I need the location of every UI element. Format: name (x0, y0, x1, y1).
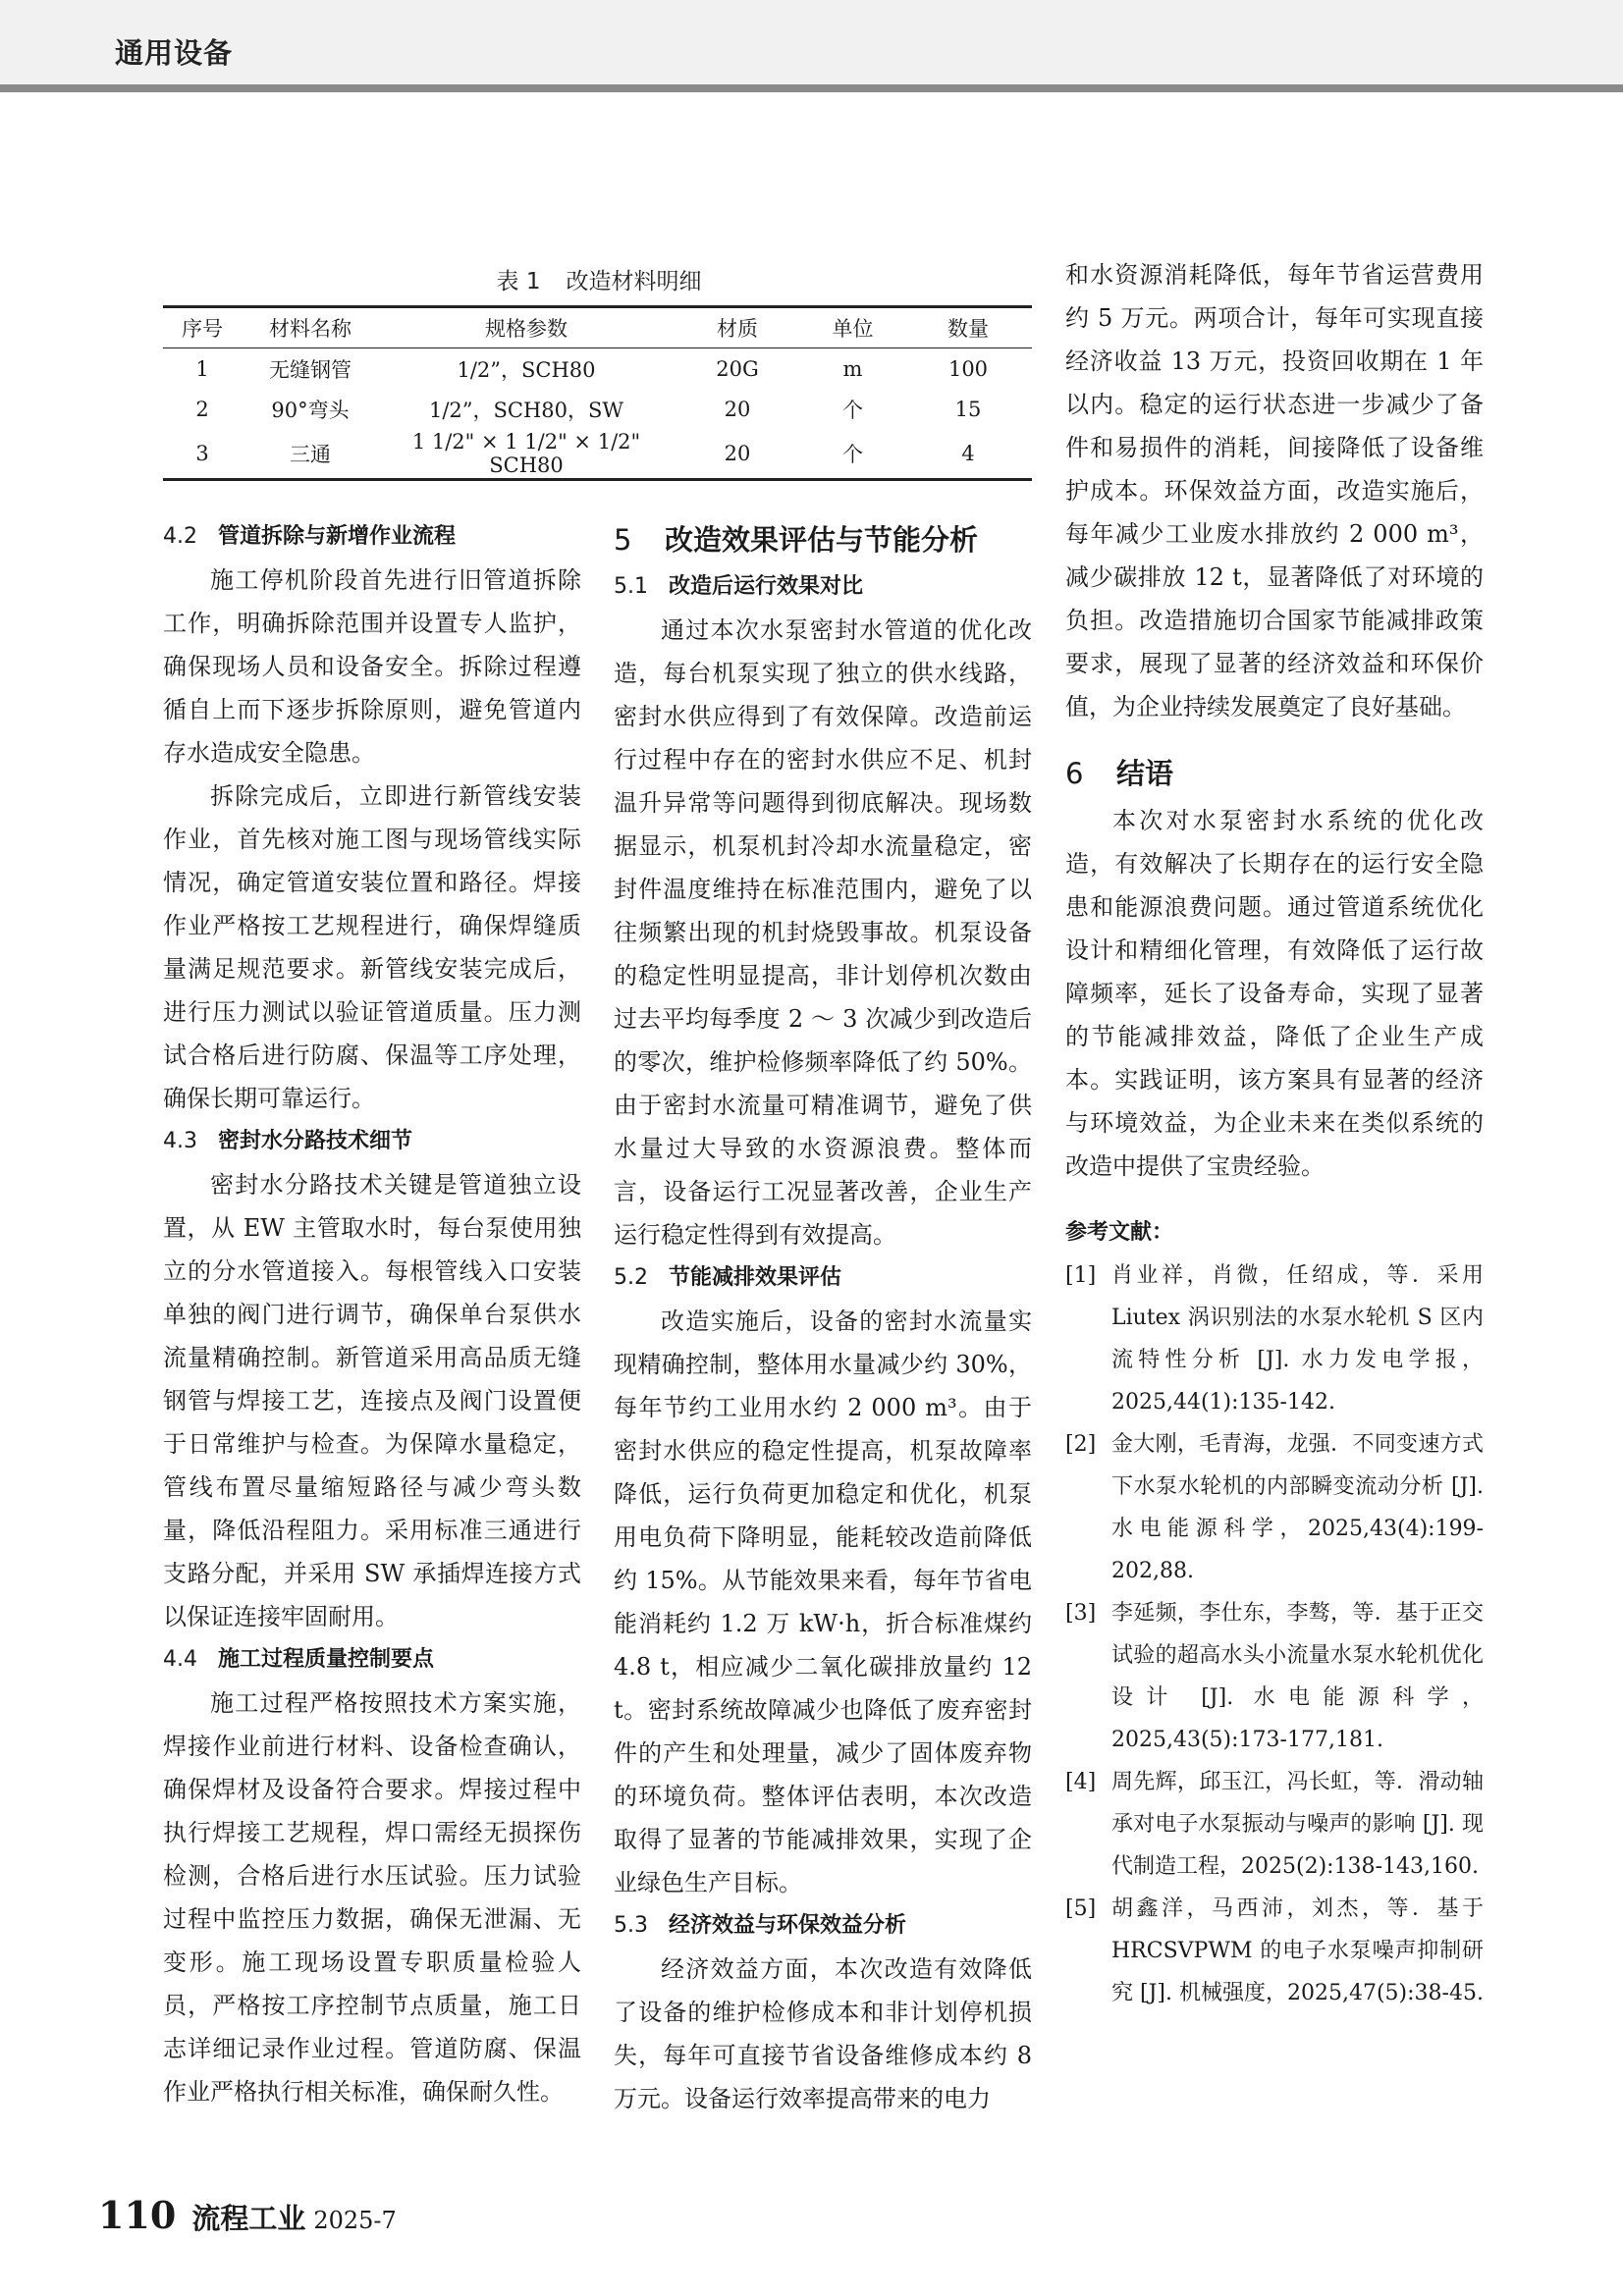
header-divider (0, 84, 1623, 92)
paragraph: 改造实施后，设备的密封水流量实现精确控制，整体用水量减少约 30%，每年节约工业用水约 2 000 m³。由于密封水供应的稳定性提高，机泵故障率降低，运行负荷更加稳定和优化，机泵用电负荷下降明显，能耗较改造前降低约 15%。从节能效果来看，每年节省电能消耗约 1.2 万 kW·h，折合标准煤约 4.8 t，相应减少二氧化碳排放量约 12 t。密封系统故障减少也降低了废弃密封件的产生和处理量，减少了固体废弃物的环境负荷。整体评估表明，本次改造取得了显著的节能减排效果，实现了企业绿色生产目标。 (614, 1308, 1032, 1896)
table-cell: 无缝钢管 (269, 357, 352, 382)
paragraph: 本次对水泵密封水系统的优化改造，有效解决了长期存在的运行安全隐患和能源浪费问题。通过管道系统优化设计和精细化管理，有效降低了运行故障频率，延长了设备寿命，实现了显著的节能减排效益，降低了企业生产成本。实践证明，该方案具有显著的经济与环境效益，为企业未来在类似系统的改造中提供了宝贵经验。 (1065, 807, 1484, 1180)
table-cell: 1/2”，SCH80，SW (429, 398, 623, 422)
table-title: 改造材料明细 (566, 269, 702, 294)
paragraph: 拆除完成后，立即进行新管线安装作业，首先核对施工图与现场管线实际情况，确定管道安装位置和路径。焊接作业严格按工艺规程进行，确保焊缝质量满足规范要求。新管线安装完成后，进行压力测试以验证管道质量。压力测试合格后进行防腐、保温等工序处理，确保长期可靠运行。 (163, 782, 581, 1112)
reference-item: [5] 胡鑫洋，马西沛，刘杰，等．基于 HRCSVPWM 的电子水泵噪声抑制研究 [J]. 机械强度，2025,47(5):38-45. (1065, 1896, 1484, 2005)
column-header: 序号 (163, 307, 242, 348)
table-cell: 90°弯头 (271, 398, 350, 422)
column-3 (1065, 253, 1484, 2014)
paragraph: 施工停机阶段首先进行旧管道拆除工作，明确拆除范围并设置专人监护，确保现场人员和设备安全。拆除过程遵循自上而下逐步拆除原则，避免管道内存水造成安全隐患。 (163, 566, 581, 767)
table-cell: 20G (716, 356, 759, 381)
table-cell: 3 (163, 429, 242, 480)
section-heading-4-4: 4.4 施工过程质量控制要点 (163, 1647, 435, 1672)
section-title: 通用设备 (115, 36, 234, 70)
column-header: 单位 (801, 307, 904, 348)
issue-number: 2025-7 (313, 2207, 397, 2234)
table-cell: 15 (954, 397, 982, 421)
column-header: 数量 (904, 307, 1032, 348)
table-cell: 1 1/2" × 1 1/2" × 1/2" SCH80 (379, 429, 674, 480)
table-caption (157, 263, 1041, 295)
reference-item: [2] 金大刚，毛青海，龙强．不同变速方式下水泵水轮机的内部瞬变流动分析 [J]. 水电能源科学，2025,43(4):199-202,88. (1065, 1432, 1484, 1583)
reference-item: [1] 肖业祥，肖微，任绍成，等．采用 Liutex 涡识别法的水泵水轮机 S 区内流特性分析 [J]. 水力发电学报，2025,44(1):135-142. (1065, 1263, 1484, 1415)
paragraph: 密封水分路技术关键是管道独立设置，从 EW 主管取水时，每台泵使用独立的分水管道接入。每根管线入口安装单独的阀门进行调节，确保单台泵供水流量精确控制。新管道采用高品质无缝钢管与焊接工艺，连接点及阀门设置便于日常维护与检查。为保障水量稳定，管线布置尽量缩短路径与减少弯头数量，降低沿程阻力。采用标准三通进行支路分配，并采用 SW 承插焊连接方式以保证连接牢固耐用。 (163, 1171, 581, 1630)
table-cell: 100 (947, 356, 989, 381)
table-cell: 2 (195, 397, 209, 421)
table-row (163, 389, 1032, 429)
table-cell: 个 (801, 429, 904, 480)
column-header: 材质 (674, 307, 801, 348)
page-number: 110 (98, 2193, 177, 2237)
table-row (163, 429, 1032, 480)
table-cell: 1 (195, 356, 209, 381)
paragraph: 施工过程严格按照技术方案实施，焊接作业前进行材料、设备检查确认，确保焊材及设备符合要求。焊接过程中执行焊接工艺规程，焊口需经无损探伤检测，合格后进行水压试验。压力试验过程中监控压力数据，确保无泄漏、无变形。施工现场设置专职质量检验人员，严格按工序控制节点质量，施工日志详细记录作业过程。管道防腐、保温作业严格执行相关标准，确保耐久性。 (163, 1689, 581, 2106)
table-cell: 三通 (242, 429, 379, 480)
column-1 (163, 515, 581, 2113)
paragraph-continued: 和水资源消耗降低，每年节省运营费用约 5 万元。两项合计，每年可实现直接经济收益 13 万元，投资回收期在 1 年以内。稳定的运行状态进一步减少了备件和易损件的消耗，间接降低了设备维护成本。环保效益方面，改造实施后，每年减少工业废水排放约 2 000 m³，减少碳排放 12 t，显著降低了对环境的负担。改造措施切合国家节能减排政策要求，展现了显著的经济效益和环保价值，为企业持续发展奠定了良好基础。 (1065, 261, 1484, 721)
table-cell: 4 (904, 429, 1032, 480)
paragraph: 通过本次水泵密封水管道的优化改造，每台机泵实现了独立的供水线路，密封水供应得到了有效保障。改造前运行过程中存在的密封水供应不足、机封温升异常等问题得到彻底解决。现场数据显示，机泵机封冷却水流量稳定，密封件温度维持在标准范围内，避免了以往频繁出现的机封烧毁事故。机泵设备的稳定性明显提高，非计划停机次数由过去平均每季度 2 ～ 3 次减少到改造后的零次，维护检修频率降低了约 50%。由于密封水流量可精准调节，避免了供水量过大导致的水资源浪费。整体而言，设备运行工况显著改善，企业生产运行稳定性得到有效提高。 (614, 616, 1032, 1249)
table-cell: 1/2”，SCH80 (457, 357, 596, 382)
reference-item: [3] 李延频，李仕东，李骜，等．基于正交试验的超高水头小流量水泵水轮机优化设计 [J]. 水电能源科学，2025,43(5):173-177,181. (1065, 1601, 1484, 1752)
table-number: 表 1 (496, 269, 541, 294)
materials-table (163, 305, 1032, 481)
page-footer (98, 2193, 397, 2237)
section-heading-4-2: 4.2 管道拆除与新增作业流程 (163, 524, 457, 549)
table-cell: 20 (674, 429, 801, 480)
column-header: 材料名称 (242, 307, 379, 348)
section-heading-4-3: 4.3 密封水分路技术细节 (163, 1129, 413, 1153)
table-header-row (163, 307, 1032, 348)
paragraph: 经济效益方面，本次改造有效降低了设备的维护检修成本和非计划停机损失，每年可直接节省设备维修成本约 8 万元。设备运行效率提高带来的电力 (614, 1955, 1032, 2112)
table-cell: m (842, 356, 863, 381)
table-row (163, 348, 1032, 390)
section-heading-6: 6 结语 (1065, 757, 1174, 790)
column-header: 规格参数 (379, 307, 674, 348)
section-heading-5-3: 5.3 经济效益与环保效益分析 (614, 1913, 907, 1938)
header-band (0, 0, 1623, 84)
journal-name: 流程工业 (191, 2202, 306, 2235)
reference-item: [4] 周先辉，邱玉江，冯长虹，等．滑动轴承对电子水泵振动与噪声的影响 [J]. 现代制造工程，2025(2):138-143,160. (1065, 1770, 1484, 1879)
column-2 (614, 514, 1032, 2120)
table-cell: 20 (724, 397, 751, 421)
references-heading: 参考文献： (1065, 1220, 1174, 1245)
section-heading-5-2: 5.2 节能减排效果评估 (614, 1265, 842, 1290)
section-heading-5-1: 5.1 改造后运行效果对比 (614, 574, 864, 599)
section-heading-5: 5 改造效果评估与节能分析 (614, 523, 979, 557)
table-cell: 个 (842, 398, 863, 422)
